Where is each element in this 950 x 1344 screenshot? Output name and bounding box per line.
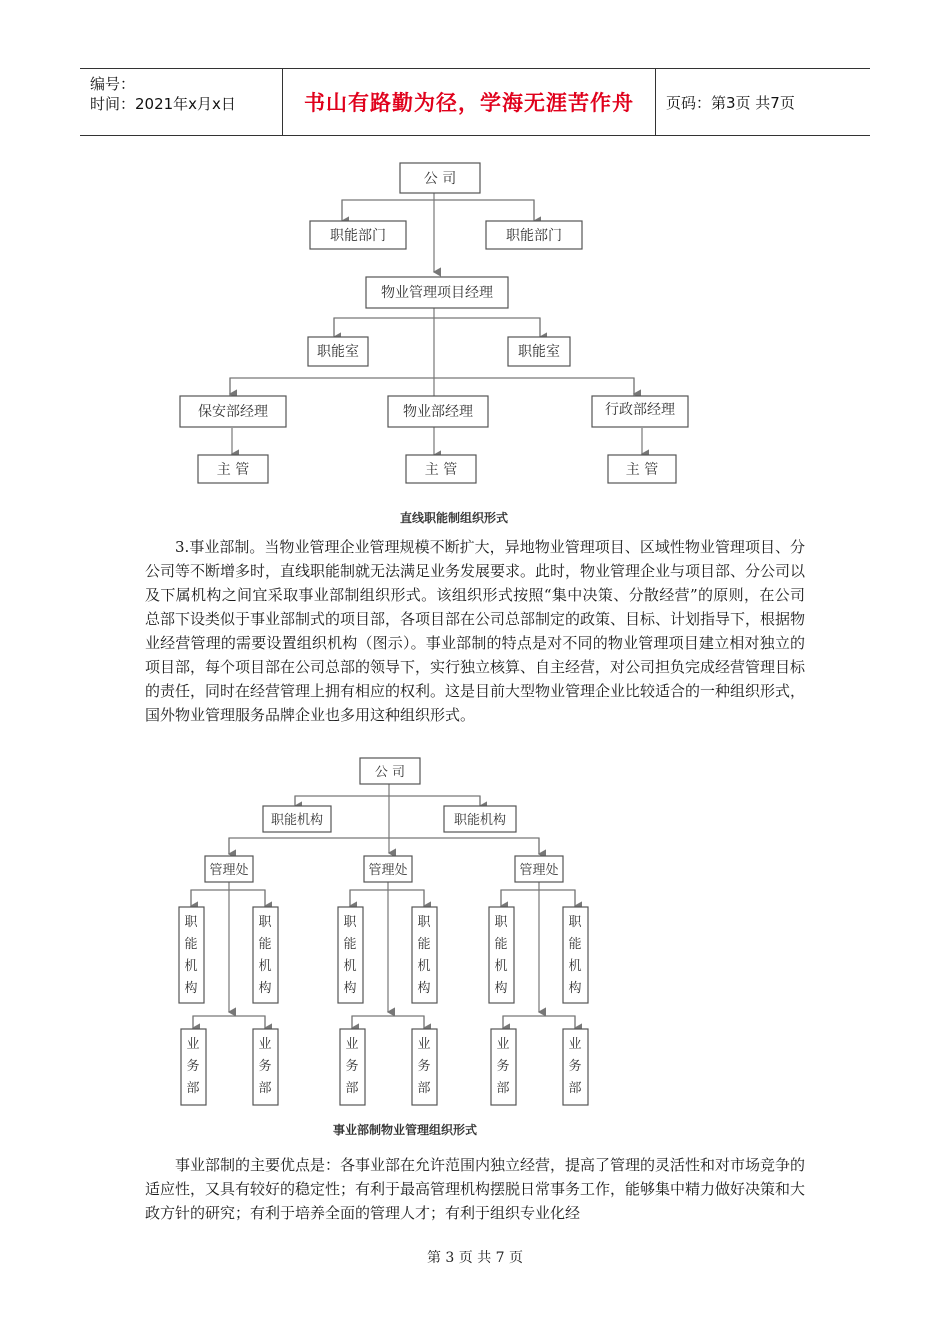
label-func-room-right: 职能室 [518, 344, 560, 360]
label2-func-char: 能 [494, 937, 508, 952]
label2-func-char: 能 [184, 937, 198, 952]
label-func-room-left: 职能室 [317, 344, 359, 360]
label2-func-char: 机 [258, 959, 272, 974]
label2-biz-char: 务 [496, 1059, 510, 1074]
label2-biz-char: 部 [568, 1081, 582, 1096]
label2-func-char: 能 [568, 937, 582, 952]
label2-biz-char: 务 [186, 1059, 200, 1074]
label2-func-char: 职 [494, 915, 508, 930]
label2-office-3: 管理处 [519, 863, 559, 878]
label2-func-char: 机 [184, 959, 198, 974]
label2-func-char: 职 [417, 915, 431, 930]
label2-func-char: 机 [494, 959, 508, 974]
paragraph-advantages: 事业部制的主要优点是：各事业部在允许范围内独立经营，提高了管理的灵活性和对市场竞争的适应性，又具有较好的稳定性；有利于最高管理机构摆脱日常事务工作，能够集中精力做好决策和大政方针的研究；有利于培养全面的管理人才；有利于组织专业化经 [145, 1156, 806, 1222]
label2-func-char: 职 [258, 915, 272, 930]
label-supervisor-2: 主 管 [424, 462, 458, 478]
label2-biz-char: 部 [258, 1081, 272, 1096]
label-property-manager: 物业部经理 [403, 404, 473, 420]
label2-biz-char: 部 [345, 1081, 359, 1096]
org-chart-division [0, 750, 950, 1120]
label2-func-char: 能 [417, 937, 431, 952]
label2-biz-char: 业 [345, 1037, 359, 1052]
label-func-dept-left: 职能部门 [330, 228, 386, 244]
label2-func-org-right: 职能机构 [453, 813, 507, 828]
label-supervisor-3: 主 管 [625, 462, 659, 478]
label2-func-char: 职 [568, 915, 582, 930]
number-label: 编号： [90, 75, 136, 93]
label2-biz-char: 部 [496, 1081, 510, 1096]
label2-func-char: 构 [417, 981, 431, 996]
label2-func-char: 构 [258, 981, 272, 996]
label2-func-char: 能 [258, 937, 272, 952]
label-company: 公 司 [423, 171, 457, 187]
page-indicator: 页码：第3页 共7页 [666, 93, 795, 112]
label2-biz-char: 业 [186, 1037, 200, 1052]
label2-func-char: 职 [343, 915, 357, 930]
label2-biz-char: 务 [568, 1059, 582, 1074]
label2-func-char: 机 [568, 959, 582, 974]
label2-func-org-left: 职能机构 [270, 813, 324, 828]
label2-biz-char: 部 [417, 1081, 431, 1096]
label2-func-char: 职 [184, 915, 198, 930]
time-label: 时间：2021年x月x日 [90, 95, 236, 113]
label-supervisor-1: 主 管 [216, 462, 250, 478]
label2-office-1: 管理处 [209, 863, 249, 878]
label2-biz-char: 务 [345, 1059, 359, 1074]
label2-company: 公 司 [374, 765, 406, 780]
page-footer: 第 3 页 共 7 页 [426, 1250, 524, 1266]
label2-biz-char: 业 [568, 1037, 582, 1052]
label2-biz-char: 务 [258, 1059, 272, 1074]
org-chart-line-functional [0, 0, 950, 500]
label2-func-char: 机 [417, 959, 431, 974]
label2-biz-char: 业 [258, 1037, 272, 1052]
label2-biz-char: 务 [417, 1059, 431, 1074]
label-func-dept-right: 职能部门 [506, 228, 562, 244]
label-admin-manager: 行政部经理 [605, 402, 675, 418]
label2-func-char: 构 [184, 981, 198, 996]
label2-func-char: 能 [343, 937, 357, 952]
label2-func-char: 构 [343, 981, 357, 996]
label2-func-char: 机 [343, 959, 357, 974]
paragraph-division-system: 3.事业部制。当物业管理企业管理规模不断扩大，异地物业管理项目、区域性物业管理项目、分公司等不断增多时，直线职能制就无法满足业务发展要求。此时，物业管理企业与项目部、分公司以及下属机构之间宜采取事业部制组织形式。该组织形式按照“集中决策、分散经营”的原则，在公司总部下设类似于事业部制式的项目部，各项目部在公司总部制定的政策、目标、计划指导下，根据物业经营管理的需要设置组织机构（图示）。事业部制的特点是对不同的物业管理项目建立相对独立的项目部，每个项目部在公司总部的领导下，实行独立核算、自主经营，对公司担负完成经营管理目标的责任，同时在经营管理上拥有相应的权利。这是目前大型物业管理企业比较适合的一种组织形式，国外物业管理服务品牌企业也多用这种组织形式。 [145, 538, 806, 724]
label2-func-char: 构 [494, 981, 508, 996]
label-project-manager: 物业管理项目经理 [381, 285, 493, 301]
label2-office-2: 管理处 [368, 863, 408, 878]
chart2-caption: 事业部制物业管理组织形式 [333, 1123, 478, 1137]
header-motto: 书山有路勤为径，学海无涯苦作舟 [304, 91, 634, 115]
label2-biz-char: 业 [496, 1037, 510, 1052]
label2-biz-char: 业 [417, 1037, 431, 1052]
label2-func-char: 构 [568, 981, 582, 996]
label2-biz-char: 部 [186, 1081, 200, 1096]
chart1-caption: 直线职能制组织形式 [400, 511, 509, 525]
label-security-manager: 保安部经理 [198, 404, 268, 420]
